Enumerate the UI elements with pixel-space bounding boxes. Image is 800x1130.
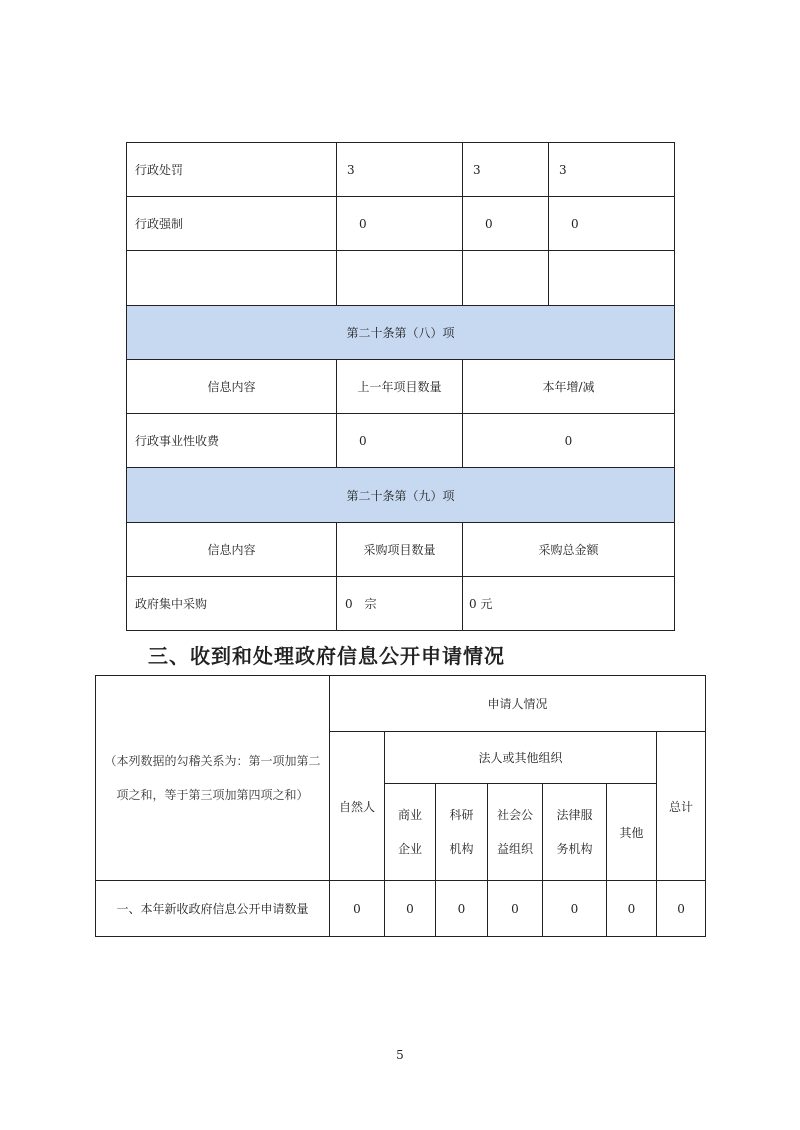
column-header: 采购总金额 [463,523,675,577]
row-label: 行政事业性收费 [127,414,337,468]
table-header-row [127,360,675,414]
cell-value: 0 [463,414,675,468]
table-row [127,414,675,468]
cell-value [549,251,675,306]
legal-service-header [543,784,607,881]
business-header [385,784,436,881]
header-line: 法律服 [556,808,593,822]
cell-value: 0 [436,881,488,937]
cell-value: 0 [385,881,436,937]
column-header: 采购项目数量 [337,523,463,577]
table-header-row [127,523,675,577]
research-header [436,784,488,881]
header-line: 社会公 [496,808,533,822]
header-line: 商业 [397,808,422,822]
header-line: 企业 [397,842,422,856]
section-band [127,306,675,360]
table-row [127,577,675,631]
cell-value [463,251,549,306]
cell-value: 0 [330,881,385,937]
cell-value: 3 [549,143,675,197]
cell-value: 0 [607,881,657,937]
table-row [96,881,706,937]
table-row [127,197,675,251]
info-disclosure-table [126,142,675,631]
cell-value: 0 [657,881,706,937]
cell-value: 0 宗 [337,577,463,631]
section-heading: 三、收到和处理政府信息公开申请情况 [148,644,505,668]
page-number: 5 [396,1048,404,1062]
cell-value: 0 [337,197,463,251]
cell-value: 0 [463,197,549,251]
table-header-row [96,676,706,732]
column-header: 本年增/减 [463,360,675,414]
cell-value: 0 [543,881,607,937]
row-label: 一、本年新收政府信息公开申请数量 [96,881,330,937]
section-title: 第二十条第（九）项 [127,468,675,523]
header-line: 益组织 [496,842,533,856]
header-line: 机构 [449,842,474,856]
relationship-note: （本列数据的勾稽关系为：第一项加第二项之和，等于第三项加第四项之和） [96,676,330,881]
other-header: 其他 [607,784,657,881]
column-header: 信息内容 [127,523,337,577]
section-title: 第二十条第（八）项 [127,306,675,360]
section-band [127,468,675,523]
table-row [127,143,675,197]
cell-value: 0 [337,414,463,468]
column-header: 上一年项目数量 [337,360,463,414]
cell-value: 0 [488,881,543,937]
cell-value: 3 [463,143,549,197]
header-line: 务机构 [556,842,593,856]
header-line: 科研 [449,808,474,822]
row-label: 行政处罚 [127,143,337,197]
row-label [127,251,337,306]
applicant-header: 申请人情况 [330,676,706,732]
row-label: 政府集中采购 [127,577,337,631]
natural-person-header: 自然人 [330,732,385,881]
cell-value: 0 [549,197,675,251]
table-row [127,251,675,306]
row-label: 行政强制 [127,197,337,251]
column-header: 信息内容 [127,360,337,414]
cell-value [337,251,463,306]
application-stats-table [95,675,706,937]
total-header: 总计 [657,732,706,881]
cell-value: 3 [337,143,463,197]
legal-person-header: 法人或其他组织 [385,732,657,784]
cell-value: 0 元 [463,577,675,631]
social-org-header [488,784,543,881]
